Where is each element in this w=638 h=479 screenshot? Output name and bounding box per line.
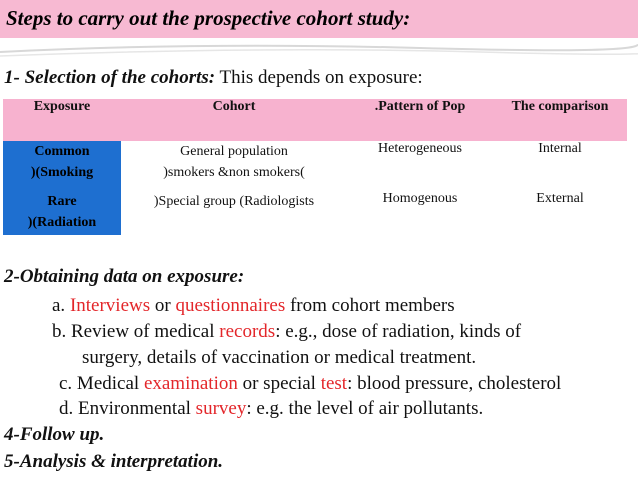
keyword-interviews: Interviews [69, 295, 151, 316]
pattern-cell: Heterogeneous [378, 141, 462, 156]
title-bar [0, 0, 638, 38]
item-b-prefix: b. Review of medical [52, 321, 220, 342]
keyword-records: records [219, 321, 276, 342]
header-pattern: .Pattern of Pop [347, 99, 493, 141]
item-d-prefix: d. Environmental [59, 398, 196, 419]
cohort-cell [121, 141, 347, 191]
keyword-survey: survey [195, 398, 247, 419]
comparison-cell: External [536, 191, 584, 206]
exposure-line-2: )(Smoking [30, 165, 94, 180]
item-c-rest: : blood pressure, cholesterol [347, 373, 562, 394]
step-2-label: 2-Obtaining data on exposure: [4, 266, 245, 287]
keyword-examination: examination [143, 373, 238, 394]
decorative-swoosh [0, 38, 638, 60]
exposure-line-2: )(Radiation [27, 215, 97, 230]
table-row [3, 191, 627, 235]
item-b-rest: : e.g., dose of radiation, kinds of [275, 321, 522, 342]
item-c [59, 373, 561, 395]
cohort-line-2: )smokers &non smokers( [163, 165, 305, 180]
cohort-cell [121, 191, 347, 235]
step-1-text: This depends on exposure: [215, 67, 423, 88]
keyword-test: test [320, 373, 348, 394]
exposure-line-1: Rare [47, 194, 77, 209]
header-exposure: Exposure [3, 99, 121, 141]
exposure-cell [3, 191, 121, 235]
item-a-rest: from cohort members [285, 295, 455, 316]
item-a-mid: or [150, 295, 176, 316]
step-1-line [4, 67, 423, 89]
table-header-row [3, 99, 627, 141]
exposure-cell [3, 141, 121, 191]
keyword-questionnaires: questionnaires [175, 295, 286, 316]
item-d [59, 398, 483, 420]
pattern-cell: Homogenous [382, 191, 458, 206]
item-c-mid: or special [237, 373, 321, 394]
item-a-prefix: a. [52, 295, 70, 316]
item-c-prefix: c. Medical [59, 373, 144, 394]
comparison-cell: Internal [538, 141, 582, 156]
step-5-label: 5-Analysis & interpretation. [4, 451, 224, 472]
step-4-label: 4-Follow up. [4, 424, 105, 445]
table-row [3, 141, 627, 191]
slide-title: Steps to carry out the prospective cohort study: [6, 6, 411, 30]
step-1-label: 1- Selection of the cohorts: [4, 67, 216, 88]
item-d-rest: : e.g. the level of air pollutants. [246, 398, 484, 419]
item-a [52, 295, 455, 317]
cohort-line-1: )Special group (Radiologists [153, 194, 315, 209]
item-b [52, 321, 521, 343]
item-b-line-2: surgery, details of vaccination or medical treatment. [82, 347, 477, 368]
header-cohort: Cohort [121, 99, 347, 141]
exposure-line-1: Common [34, 144, 90, 159]
header-comparison: The comparison [493, 99, 627, 141]
cohort-line-1: General population [180, 144, 288, 159]
exposure-table [3, 99, 627, 235]
